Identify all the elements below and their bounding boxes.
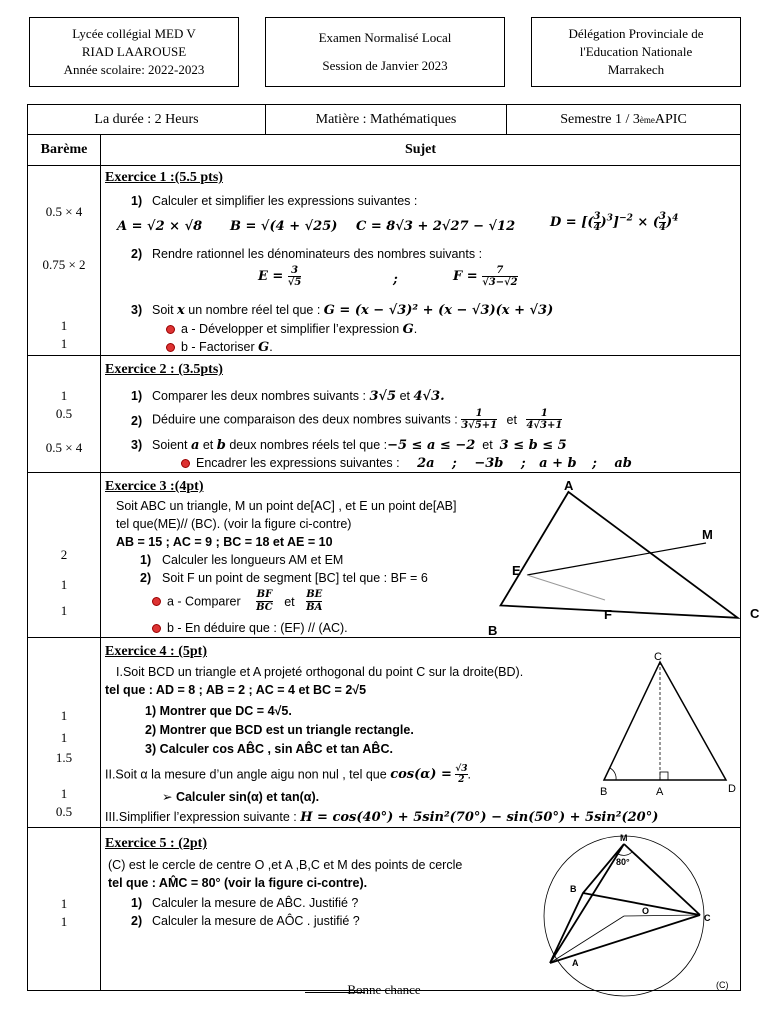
exercise-3-row [28, 473, 760, 638]
exercise-1-title: Exercice 1 :(5.5 pts) [105, 170, 223, 185]
lines-m-a-b [550, 844, 624, 963]
school-name: Lycée collégial MED V [72, 26, 196, 41]
point-c: C [750, 606, 760, 621]
table-head-row [28, 135, 740, 166]
exercise-2-title: Exercice 2 : (3.5pts) [105, 362, 223, 377]
exercise-4-q1: 1) Montrer que DC = 4√5. [145, 704, 292, 718]
circle-figure [528, 832, 738, 992]
exercise-3-q2: Soit F un point de segment [BC] tel que : BF = 6 [162, 571, 428, 585]
bareme-2-3: 0.5 × 4 [45, 440, 83, 455]
expression-B: B = √(4 + √25) [230, 219, 338, 234]
bullet-icon [181, 459, 190, 468]
point-a: A [572, 958, 579, 968]
exercise-3-line-3: AB = 15 ; AC = 9 ; BC = 18 et AE = 10 [116, 535, 333, 549]
bareme-5-1: 1 [60, 896, 68, 911]
semester: Semestre 1 / 3 ème APIC [560, 111, 687, 127]
exercise-4-q3: 3) Calculer cos AB̂C , sin AB̂C et tan AB̂C. [145, 742, 393, 756]
point-b: B [488, 623, 498, 638]
school-box [29, 17, 239, 87]
exercise-5-line-1: (C) est le cercle de centre O ,et A ,B,C et M des points de cercle [108, 858, 463, 872]
angle-b-mark [610, 768, 616, 780]
expression-C: C = 8√3 + 2√27 − √12 [356, 219, 516, 234]
exercise-4-II: II.Soit α la mesure d’un angle aigu non nul , tel que cos(α) = $\frac{√3}{2}$ . [105, 764, 471, 785]
q-num: 2) [131, 247, 143, 261]
bullet-icon [152, 597, 161, 606]
bareme-2-1: 1 [60, 388, 68, 403]
exercise-5-line-2: tel que : AM̂C = 80° (voir la figure ci-contre). [108, 876, 368, 890]
exercise-1-q1: Calculer et simplifier les expressions suivantes : [152, 194, 418, 208]
q-num: 2) [140, 571, 152, 585]
angle-m-mark [618, 852, 632, 855]
triangle-figure [468, 477, 760, 638]
delegation-line-2: l'Education Nationale [579, 44, 693, 59]
point-e: E [512, 563, 521, 578]
exercise-4-III: III.Simplifier l’expression suivante : H = cos(40°) + 5sin²(70°) − sin(50°) + 5sin²(20°) [105, 810, 659, 825]
exercise-2-row [28, 356, 740, 473]
exercise-3-q2a: a - Comparer $\frac{BF}{BC}$ et $\frac{BE}{BA}$ [152, 589, 322, 614]
q-num: 3) [131, 438, 143, 452]
bareme-1-1: 0.5 × 4 [45, 204, 83, 219]
duration: La durée : 2 Heurs [94, 111, 199, 127]
bareme-1-2: 0.75 × 2 [42, 257, 86, 272]
bareme-4-2: 1 [60, 730, 68, 745]
point-d: D [728, 783, 736, 795]
exercise-1-q3a: a - Développer et simplifier l’expression G. [166, 322, 417, 337]
exercise-5-row [28, 828, 740, 990]
bareme-4-4: 1 [60, 786, 68, 801]
exercise-4-I-line-2: tel que : AD = 8 ; AB = 2 ; AC = 4 et BC = 2√5 [105, 683, 367, 697]
expression-A: A = √2 × √8 [117, 219, 203, 234]
exercise-1-row [28, 166, 740, 356]
point-c: C [654, 651, 662, 663]
point-b: B [600, 786, 608, 798]
line-ac [550, 915, 700, 963]
exercise-4-q2: 2) Montrer que BCD est un triangle rectangle. [145, 723, 414, 737]
circle-label: (C) [716, 980, 729, 990]
angle-label: 80° [616, 857, 630, 867]
triangle-bcd [604, 662, 726, 780]
footer-text: Bonne chance [347, 982, 421, 997]
bullet-icon [166, 325, 175, 334]
point-a: A [564, 478, 574, 493]
bareme-5-2: 1 [60, 914, 68, 929]
right-triangle-figure [586, 650, 746, 800]
bullet-icon [152, 624, 161, 633]
subject: Matière : Mathématiques [315, 111, 457, 127]
expression-D: D = [( $\frac{3}{4}$ )$^3$]$^{-2}$ × ( $\frac{3}{4}$ )$^4$ [550, 211, 679, 233]
exercise-4-title: Exercice 4 : (5pt) [105, 644, 207, 659]
point-f: F [604, 607, 612, 622]
exercise-3-q1: Calculer les longueurs AM et EM [162, 553, 344, 567]
exam-box [265, 17, 505, 87]
exercise-3-q2b: b - En déduire que : (EF) // (AC). [152, 621, 348, 635]
bareme-1-3: 1 [60, 318, 68, 333]
q-num: 1) [131, 389, 143, 403]
line-mc [624, 844, 700, 915]
point-o: O [642, 906, 650, 916]
exercise-1-q3: Soit x un nombre réel tel que : G = (x − √3)² + (x − √3)(x + √3) [152, 303, 554, 318]
exercise-4-row [28, 638, 740, 828]
delegation-line-1: Délégation Provinciale de [568, 26, 704, 41]
bareme-4-1: 1 [60, 708, 68, 723]
exercise-2-q3b: Encadrer les expressions suivantes : 2a ; −3b ; a + b ; ab [181, 456, 632, 471]
sujet-header: Sujet [404, 142, 437, 157]
q-num: 1) [140, 553, 152, 567]
q-num: 2) [131, 414, 143, 428]
exercise-5-q1: Calculer la mesure de AB̂C. Justifié ? [152, 896, 359, 910]
exercise-2-q2: Déduire une comparaison des deux nombres suivants : $\frac{1}{3√5+1}$ et $\frac{1}{4√3+1}$ [152, 408, 563, 431]
bareme-4-5: 0.5 [55, 804, 73, 819]
exercise-2-q3: Soient a et b deux nombres réels tel que :−5 ≤ a ≤ −2 et 3 ≤ b ≤ 5 [152, 438, 567, 453]
exam-name: Examen Normalisé Local [318, 30, 452, 45]
exercise-4-II-q: ➢ Calculer sin(α) et tan(α). [162, 790, 320, 804]
bareme-4-3: 1.5 [55, 750, 73, 765]
q-num: 1) [131, 194, 143, 208]
exercise-5-q2: Calculer la mesure de AÔC . justifié ? [152, 914, 360, 928]
exercise-1-q3b: b - Factoriser G. [166, 340, 273, 355]
point-c: C [704, 913, 711, 923]
separator: ; [393, 272, 398, 287]
exercise-3-title: Exercice 3 :(4pt) [105, 479, 204, 494]
bareme-3-3: 1 [60, 603, 68, 618]
line-me [527, 543, 706, 575]
exercise-1-q2: Rendre rationnel les dénominateurs des nombres suivants : [152, 247, 483, 261]
right-angle-mark [660, 772, 668, 780]
bareme-header: Barème [40, 142, 88, 157]
delegation-line-3: Marrakech [607, 62, 665, 77]
triangle-abc [501, 492, 738, 618]
point-a: A [656, 786, 664, 798]
point-b: B [570, 884, 577, 894]
line-oc [624, 915, 700, 916]
line-ef [527, 575, 605, 600]
exercise-3-line-1: Soit ABC un triangle, M un point de[AC] , et E un point de[AB] [116, 499, 457, 513]
exercise-5-title: Exercice 5 : (2pt) [105, 836, 207, 851]
bullet-icon [166, 343, 175, 352]
exercise-4-I-line-1: I.Soit BCD un triangle et A projeté orthogonal du point C sur la droite(BD). [116, 665, 524, 679]
bareme-3-2: 1 [60, 577, 68, 592]
point-m: M [620, 833, 628, 843]
arrow-icon: ➢ [162, 790, 176, 804]
bareme-2-2: 0.5 [55, 406, 73, 421]
exam-session: Session de Janvier 2023 [322, 58, 448, 73]
q-num: 2) [131, 914, 143, 928]
exercise-2-q1: Comparer les deux nombres suivants : 3√5 et 4√3. [152, 389, 445, 404]
bareme-3-1: 2 [60, 547, 68, 562]
expression-F: F = $\frac{7}{√3-√2}$ [453, 265, 518, 288]
exam-table [27, 104, 760, 991]
exercise-3-line-2: tel que(ME)// (BC). (voir la figure ci-contre) [116, 517, 352, 531]
q-num: 3) [131, 303, 143, 317]
expression-E: E = $\frac{3}{√5}$ [258, 265, 302, 288]
q-num: 1) [131, 896, 143, 910]
info-row [28, 105, 740, 135]
school-year: Année scolaire: 2022-2023 [63, 62, 205, 77]
bareme-1-4: 1 [60, 336, 68, 351]
delegation-box [531, 17, 741, 87]
point-m: M [702, 527, 713, 542]
school-place: RIAD LAAROUSE [81, 44, 187, 59]
